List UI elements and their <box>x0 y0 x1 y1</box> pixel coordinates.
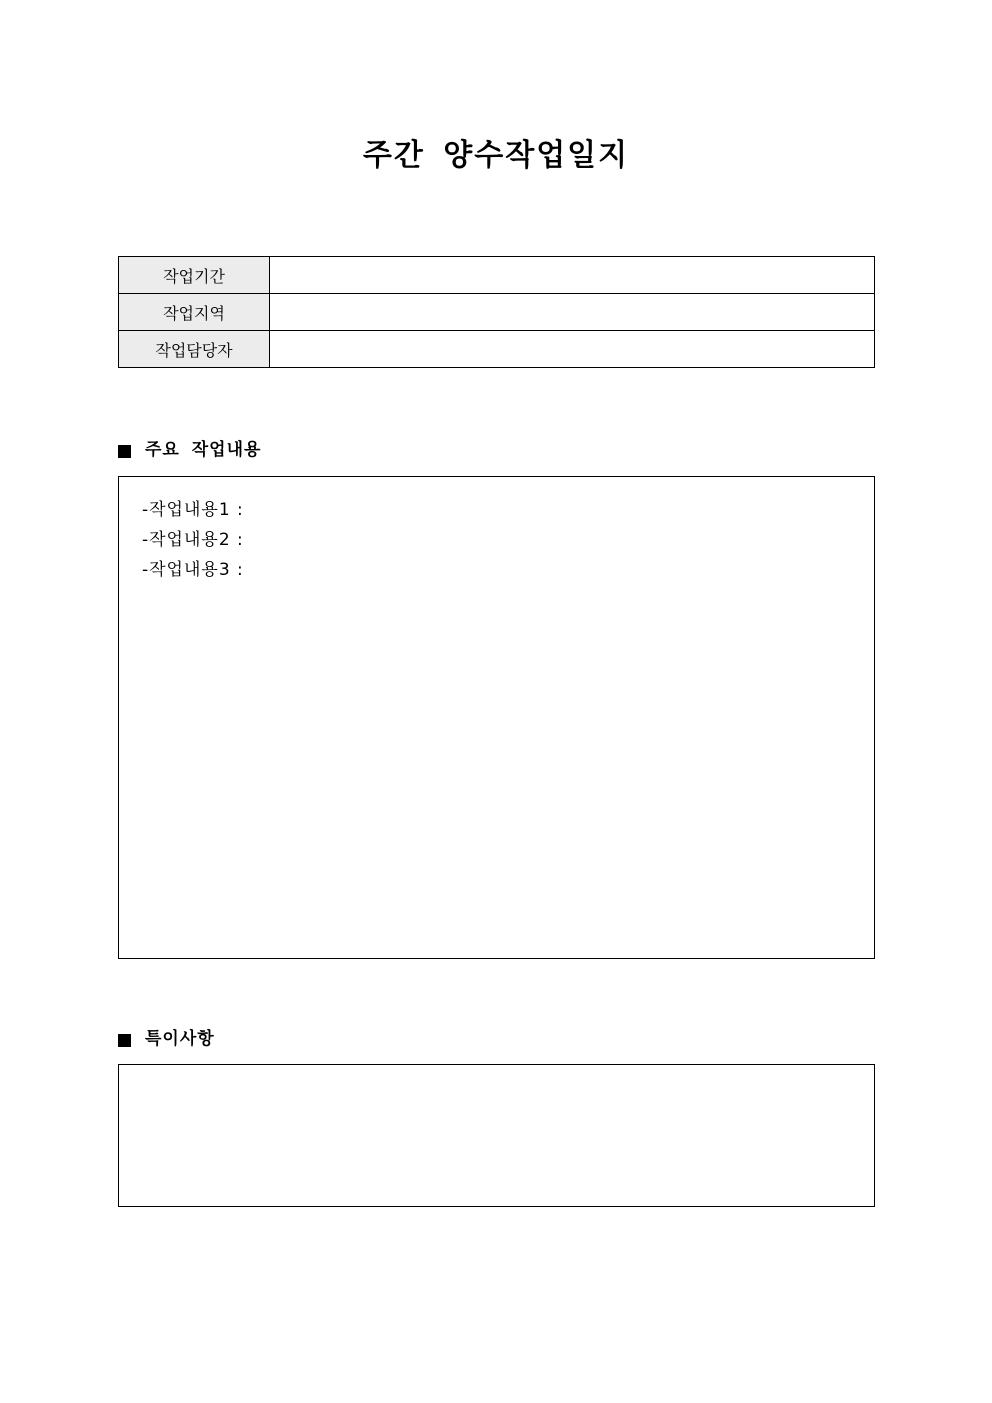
work-area-label: 작업지역 <box>119 294 270 331</box>
work-item-list <box>119 477 874 585</box>
main-work-heading-text: 주요 작업내용 <box>145 440 262 460</box>
table-row-work-period <box>119 257 875 294</box>
square-bullet-icon <box>118 445 131 458</box>
table-row-work-area <box>119 294 875 331</box>
work-manager-field[interactable] <box>270 331 875 368</box>
work-period-field[interactable] <box>270 257 875 294</box>
remarks-heading-text: 특이사항 <box>145 1029 215 1049</box>
document-title: 주간 양수작업일지 <box>362 138 630 173</box>
remarks-heading <box>118 1027 215 1051</box>
work-manager-label: 작업담당자 <box>119 331 270 368</box>
remarks-content-box[interactable] <box>118 1064 875 1207</box>
list-item-work-3: -작업내용3 : <box>142 560 244 580</box>
square-bullet-icon <box>118 1034 131 1047</box>
list-item-work-2: -작업내용2 : <box>142 530 244 550</box>
work-info-table <box>118 256 875 368</box>
work-area-field[interactable] <box>270 294 875 331</box>
main-work-heading <box>118 438 261 462</box>
work-period-label: 작업기간 <box>119 257 270 294</box>
list-item-work-1: -작업내용1 : <box>142 500 244 520</box>
table-row-work-manager <box>119 331 875 368</box>
main-work-content-box[interactable] <box>118 476 875 959</box>
